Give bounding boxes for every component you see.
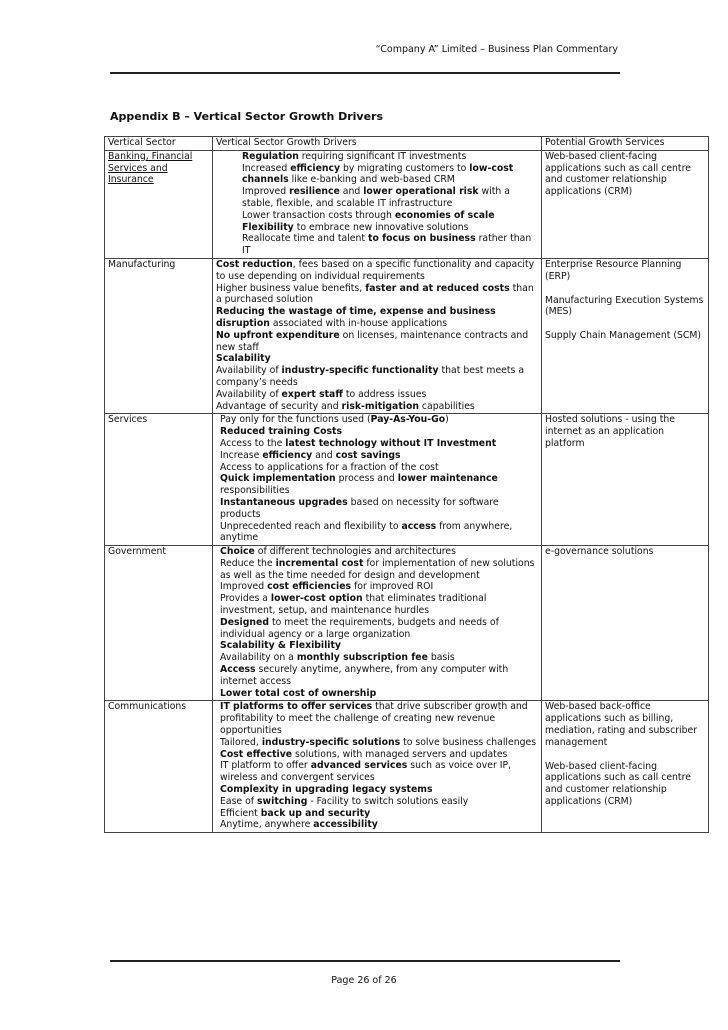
driver-line	[216, 796, 538, 808]
driver-emphasis: efficiency	[262, 449, 313, 461]
driver-emphasis: Cost reduction	[216, 258, 293, 270]
driver-emphasis: cost efficiencies	[267, 581, 352, 593]
driver-text: and	[339, 186, 364, 198]
driver-line	[216, 652, 538, 664]
table-row	[105, 546, 709, 701]
driver-line	[216, 497, 538, 521]
driver-line	[216, 330, 538, 354]
driver-text: like e-banking and web-based CRM	[288, 174, 455, 186]
driver-emphasis: resilience	[289, 186, 340, 198]
driver-text: Lower transaction costs through	[242, 209, 395, 221]
driver-text: IT platform to offer	[220, 760, 311, 772]
driver-text: based on necessity for software products	[220, 496, 499, 520]
driver-emphasis: Reduced training Costs	[220, 426, 342, 438]
driver-emphasis: Choice	[220, 546, 255, 558]
driver-text: Availability of	[216, 388, 282, 400]
driver-text: for implementation of new solutions as well as the time needed for design and development	[220, 557, 535, 581]
driver-text: and	[312, 449, 336, 461]
sector-cell	[105, 546, 213, 701]
driver-text: Efficient	[220, 807, 261, 819]
page-number: Page 26 of 26	[331, 975, 397, 986]
table-row	[105, 258, 709, 413]
driver-emphasis: Instantaneous upgrades	[220, 496, 348, 508]
drivers-cell	[213, 546, 542, 701]
driver-text: to embrace new innovative solutions	[293, 221, 469, 233]
driver-emphasis: faster and at reduced costs	[365, 282, 510, 294]
driver-emphasis: to focus on business	[368, 233, 476, 245]
driver-text: Access to the	[220, 437, 286, 449]
services-cell	[542, 150, 709, 258]
driver-line	[216, 737, 538, 749]
driver-emphasis: advanced services	[310, 760, 408, 772]
driver-text: rather than IT	[242, 233, 532, 257]
drivers-cell	[213, 414, 542, 546]
column-header-sector: Vertical Sector	[105, 137, 213, 151]
sector-cell	[105, 258, 213, 413]
driver-text: Unprecedented reach and flexibility to	[220, 520, 402, 532]
driver-text: that drive subscriber growth and profitability to meet the challenge of creating new revenue opportunities	[220, 701, 528, 737]
driver-line	[216, 259, 538, 283]
growth-drivers-table	[104, 136, 709, 833]
driver-text: Advantage of security and	[216, 400, 342, 412]
driver-text: Anytime, anywhere	[220, 819, 314, 831]
driver-text: requiring significant IT investments	[298, 150, 467, 162]
header-rule	[110, 72, 620, 74]
driver-emphasis: Cost effective	[220, 748, 293, 760]
driver-emphasis: industry-specific functionality	[281, 365, 439, 377]
driver-line	[216, 473, 538, 497]
drivers-cell	[213, 701, 542, 833]
driver-text: Higher business value benefits,	[216, 282, 366, 294]
sector-cell	[105, 150, 213, 258]
driver-line	[216, 462, 538, 474]
driver-line	[216, 186, 538, 210]
services-cell	[542, 701, 709, 833]
paragraph-gap	[545, 749, 705, 761]
driver-line	[216, 450, 538, 462]
driver-text: Improved	[220, 581, 268, 593]
driver-text: to address issues	[342, 388, 427, 400]
growth-service: e-governance solutions	[545, 546, 654, 558]
driver-emphasis: lower operational risk	[363, 186, 479, 198]
paragraph-gap	[545, 283, 705, 295]
driver-text: from anywhere, anytime	[220, 520, 513, 544]
driver-emphasis: Reducing the wastage of time, expense and business disruption	[216, 306, 496, 329]
sector-name: Government	[108, 546, 166, 558]
driver-line	[216, 401, 538, 413]
column-header-services: Potential Growth Services	[542, 137, 709, 151]
table-row	[105, 701, 709, 833]
driver-line	[216, 749, 538, 761]
driver-emphasis: switching	[257, 795, 308, 807]
footer-rule	[110, 960, 620, 962]
driver-line	[216, 546, 538, 558]
sector-name: Banking, Financial Services and Insurance	[108, 150, 193, 186]
sector-name: Manufacturing	[108, 258, 176, 270]
driver-line	[216, 163, 538, 187]
driver-text: for improved ROI	[351, 581, 434, 593]
driver-emphasis: No upfront expenditure	[216, 329, 340, 341]
driver-line	[216, 760, 538, 784]
driver-line	[216, 640, 538, 652]
driver-text: on licenses, maintenance contracts and new staff	[216, 329, 529, 353]
column-header-drivers: Vertical Sector Growth Drivers	[213, 137, 542, 151]
driver-emphasis: latest technology without IT Investment	[285, 437, 497, 449]
driver-line	[216, 819, 538, 831]
driver-text: to meet the requirements, budgets and needs of individual agency or a large organization	[220, 616, 499, 640]
sector-cell	[105, 701, 213, 833]
driver-text: , fees based on a specific functionality and capacity to use depending on individual requirements	[216, 258, 535, 282]
driver-emphasis: incremental cost	[275, 557, 364, 569]
driver-text: of different technologies and architectures	[254, 546, 456, 558]
growth-service: Web-based client-facing applications such as call centre and customer relationship applications (CRM)	[545, 150, 691, 198]
driver-emphasis: Lower total cost of ownership	[220, 687, 377, 699]
driver-line	[216, 617, 538, 641]
driver-text: securely anytime, anywhere, from any computer with internet access	[220, 664, 509, 687]
driver-text: Provides a	[220, 593, 271, 605]
driver-emphasis: economies of scale	[394, 209, 495, 221]
driver-text: Access to applications for a fraction of the cost	[220, 461, 439, 473]
driver-text: capabilities	[418, 400, 475, 412]
drivers-cell	[213, 258, 542, 413]
driver-line	[216, 688, 538, 700]
driver-text: Improved	[242, 186, 290, 198]
driver-line	[216, 664, 538, 688]
driver-text: solutions, with managed servers and updates	[292, 748, 508, 760]
growth-service: Supply Chain Management (SCM)	[545, 330, 702, 342]
driver-text: Reduce the	[220, 557, 276, 569]
driver-emphasis: Pay-As-You-Go	[370, 414, 446, 426]
drivers-cell	[213, 150, 542, 258]
driver-line	[216, 210, 538, 222]
driver-line	[216, 389, 538, 401]
table-row	[105, 414, 709, 546]
sector-name: Communications	[108, 701, 187, 713]
driver-emphasis: back up and security	[260, 807, 371, 819]
driver-line	[216, 581, 538, 593]
growth-service: Enterprise Resource Planning (ERP)	[545, 258, 682, 282]
driver-emphasis: monthly subscription fee	[296, 652, 428, 664]
driver-text: Reallocate time and talent	[242, 233, 368, 245]
driver-emphasis: accessibility	[313, 819, 378, 831]
driver-text: basis	[427, 652, 455, 664]
driver-emphasis: access	[401, 520, 437, 532]
driver-line	[216, 426, 538, 438]
driver-line	[216, 353, 538, 365]
driver-line	[216, 593, 538, 617]
paragraph-gap	[545, 318, 705, 330]
services-cell	[542, 258, 709, 413]
driver-text: Availability on a	[220, 652, 297, 664]
running-header: “Company A” Limited – Business Plan Commentary	[375, 44, 618, 55]
appendix-title: Appendix B – Vertical Sector Growth Drivers	[110, 110, 384, 123]
driver-emphasis: lower maintenance	[397, 473, 498, 485]
growth-service: Web-based back-office applications such as billing, mediation, rating and subscriber management	[545, 701, 698, 748]
driver-line	[216, 233, 538, 257]
driver-text: Ease of	[220, 795, 258, 807]
growth-service: Hosted solutions - using the internet as an application platform	[545, 414, 675, 449]
driver-text: to solve business challenges	[400, 736, 537, 748]
driver-emphasis: Scalability	[216, 353, 271, 365]
driver-emphasis: cost savings	[335, 449, 401, 461]
table-header-row	[105, 137, 709, 151]
driver-line	[216, 365, 538, 389]
driver-line	[216, 521, 538, 545]
driver-line	[216, 283, 538, 307]
driver-line	[216, 784, 538, 796]
driver-emphasis: Complexity in upgrading legacy systems	[220, 784, 433, 796]
driver-text: such as voice over IP, wireless and convergent services	[220, 760, 512, 784]
driver-emphasis: Quick implementation	[220, 473, 336, 485]
driver-text: Pay only for the functions used (	[220, 414, 371, 426]
driver-emphasis: lower-cost option	[270, 593, 363, 605]
driver-text: responsibilities	[220, 485, 290, 497]
driver-text: by migrating customers to	[340, 162, 470, 174]
driver-text: with a stable, flexible, and scalable IT infrastructure	[242, 186, 510, 209]
driver-text: Tailored,	[220, 736, 262, 748]
driver-line	[216, 558, 538, 582]
growth-service: Manufacturing Execution Systems (MES)	[545, 294, 704, 318]
driver-text: Increase	[220, 449, 263, 461]
driver-line	[216, 306, 538, 330]
driver-line	[216, 438, 538, 450]
sector-cell	[105, 414, 213, 546]
driver-text: )	[445, 414, 449, 426]
driver-emphasis: efficiency	[290, 162, 341, 174]
driver-emphasis: Designed	[220, 616, 269, 628]
driver-line	[216, 222, 538, 234]
driver-emphasis: Regulation	[242, 150, 299, 162]
driver-emphasis: Access	[220, 664, 256, 676]
driver-line	[216, 151, 538, 163]
table-row	[105, 150, 709, 258]
driver-text: - Facility to switch solutions easily	[307, 795, 469, 807]
driver-text: than a purchased solution	[216, 282, 534, 306]
services-cell	[542, 414, 709, 546]
driver-text: Increased	[242, 162, 291, 174]
driver-emphasis: Flexibility	[242, 221, 294, 233]
driver-emphasis: risk-mitigation	[341, 400, 419, 412]
driver-text: associated with in-house applications	[269, 317, 448, 329]
driver-text: that best meets a company’s needs	[216, 365, 525, 388]
driver-text: that eliminates traditional investment, setup, and maintenance hurdles	[220, 593, 487, 617]
driver-emphasis: IT platforms to offer services	[220, 701, 373, 713]
services-cell	[542, 546, 709, 701]
growth-service: Web-based client-facing applications such as call centre and customer relationship applications (CRM)	[545, 760, 691, 808]
driver-emphasis: industry-specific solutions	[261, 736, 401, 748]
sector-name: Services	[108, 414, 148, 426]
driver-line	[216, 414, 538, 426]
driver-text: process and	[335, 473, 398, 485]
driver-line	[216, 808, 538, 820]
driver-emphasis: expert staff	[281, 388, 343, 400]
driver-emphasis: Scalability & Flexibility	[220, 640, 341, 652]
driver-text: Availability of	[216, 365, 282, 377]
driver-line	[216, 701, 538, 736]
driver-emphasis: low-cost channels	[242, 162, 514, 186]
